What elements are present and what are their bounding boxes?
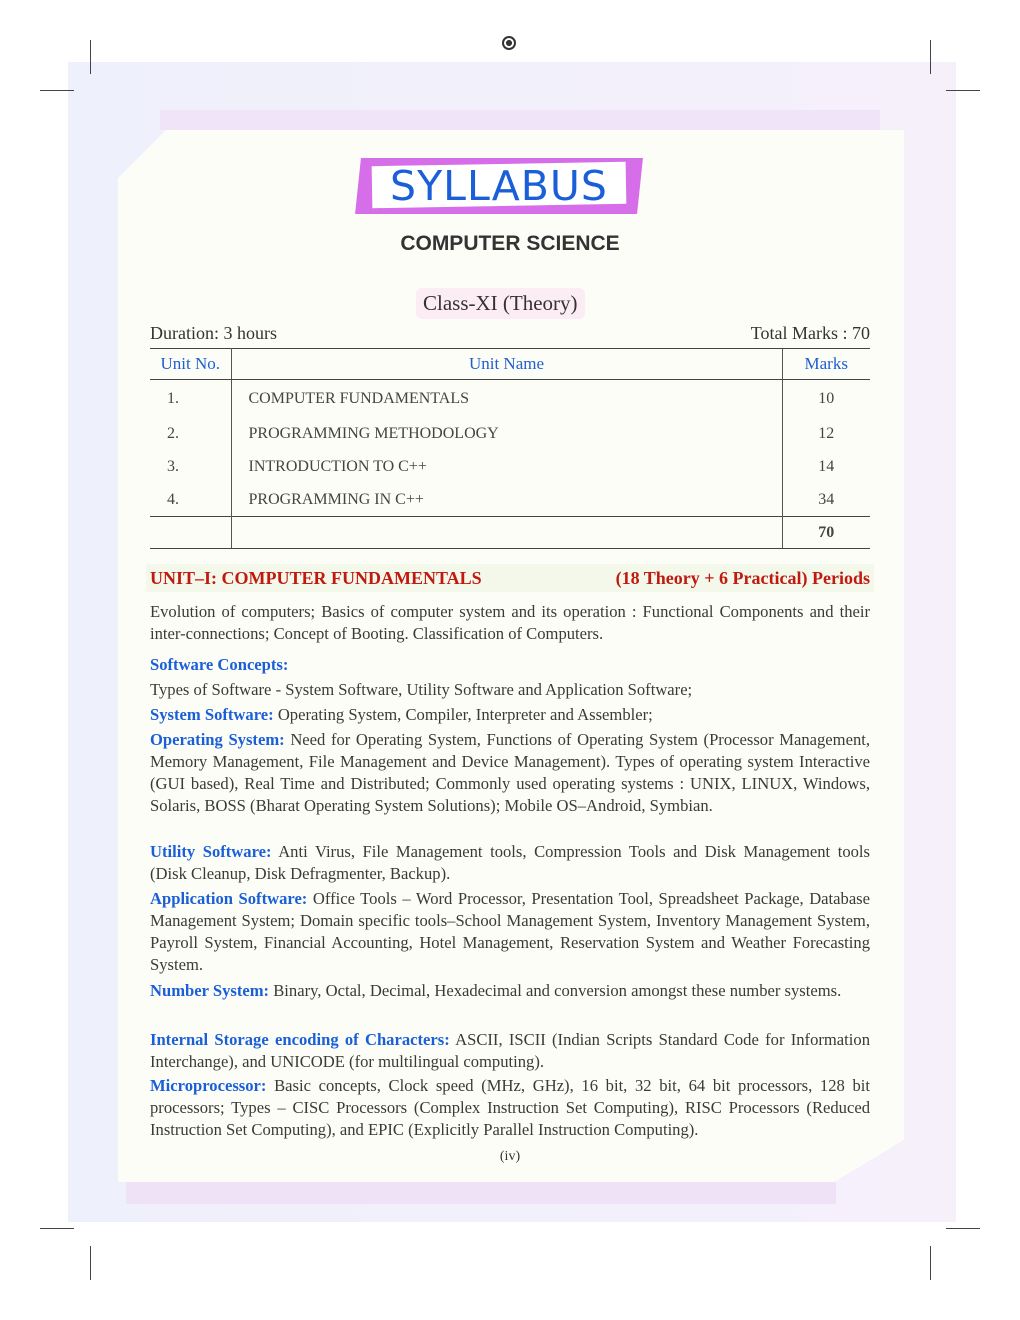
unit-periods: (18 Theory + 6 Practical) Periods	[615, 568, 870, 588]
table-row	[150, 418, 870, 451]
crop-mark	[40, 90, 74, 91]
crop-mark	[946, 1228, 980, 1229]
crop-mark	[90, 40, 91, 74]
topic-text: Binary, Octal, Decimal, Hexadecimal and conversion amongst these number systems.	[269, 981, 842, 1000]
unit-name: PROGRAMMING IN C++	[248, 490, 424, 508]
topic-text: ASCII, ISCII (Indian Scripts Standard Code for Information Interchange), and UNICODE (for multilingual computing).	[150, 1030, 870, 1071]
types-paragraph: Types of Software - System Software, Utility Software and Application Software;	[150, 680, 693, 699]
number-system-paragraph	[150, 980, 870, 1002]
unit-no: 1.	[150, 380, 231, 418]
software-concepts-heading: Software Concepts:	[150, 655, 289, 674]
topic-label: Application Software:	[150, 889, 308, 908]
topic-label: Microprocessor:	[150, 1076, 267, 1095]
subject-heading: COMPUTER SCIENCE	[400, 232, 620, 255]
topic-label: Number System:	[150, 981, 270, 1000]
col-marks: Marks	[782, 349, 870, 380]
microprocessor-paragraph	[150, 1075, 870, 1141]
topic-text: Basic concepts, Clock speed (MHz, GHz), 16 bit, 32 bit, 64 bit processors, 128 bit processors; Types – CISC Processors (Complex Instruction Set Computing), RISC Processors (Reduced Instruction Set Computing), and EPIC (Explicitly Parallel Instruction Computing).	[150, 1076, 870, 1139]
class-label: Class-XI (Theory)	[416, 288, 585, 319]
col-unit-no: Unit No.	[150, 349, 231, 380]
unit-marks: 12	[782, 418, 870, 451]
units-table	[150, 348, 870, 549]
decor-band	[160, 110, 880, 130]
topic-text: Office Tools – Word Processor, Presentation Tool, Spreadsheet Package, Database Management System; Domain specific tools–School Management System, Inventory Management System, Payroll System, Financial Accounting, Hotel Management, Reservation System and Weather Forecasting System.	[150, 889, 871, 974]
topic-label: Operating System:	[150, 730, 285, 749]
unit-heading	[146, 564, 874, 592]
internal-storage-paragraph	[150, 1029, 870, 1073]
crop-mark	[40, 1228, 74, 1229]
unit-name: PROGRAMMING METHODOLOGY	[248, 425, 499, 442]
operating-system-paragraph	[150, 729, 870, 817]
table-row	[150, 380, 870, 418]
crop-mark	[930, 40, 931, 74]
registration-mark-icon	[502, 36, 516, 50]
intro-paragraph: Evolution of computers; Basics of computer system and its operation : Functional Components and their inter-connections; Concept of Booting. Classification of Computers.	[150, 602, 870, 643]
table-row	[150, 484, 870, 517]
utility-software-paragraph	[150, 841, 870, 885]
unit-no: 4.	[150, 484, 231, 517]
crop-mark	[90, 1246, 91, 1280]
table-header	[150, 349, 870, 380]
col-unit-name: Unit Name	[231, 349, 782, 380]
unit-no: 3.	[150, 451, 231, 484]
unit-name: COMPUTER FUNDAMENTALS	[248, 389, 470, 407]
topic-label: Internal Storage encoding of Characters:	[150, 1030, 450, 1049]
page-title: SYLLABUS	[390, 162, 608, 210]
table-row	[150, 451, 870, 484]
decor-band	[126, 1182, 836, 1204]
unit-marks: 34	[782, 484, 870, 517]
unit-title: UNIT–I: COMPUTER FUNDAMENTALS	[150, 568, 482, 588]
page-number: (iv)	[499, 1149, 521, 1164]
topic-label: System Software:	[150, 705, 274, 724]
unit-name: INTRODUCTION TO C++	[248, 458, 427, 475]
duration: Duration: 3 hours	[150, 323, 277, 343]
system-software-paragraph	[150, 704, 870, 726]
topic-text: Anti Virus, File Management tools, Compression Tools and Disk Management tools (Disk Cleanup, Disk Defragmenter, Backup).	[150, 842, 870, 883]
syllabus-banner	[358, 158, 640, 214]
unit-no: 2.	[150, 418, 231, 451]
total-marks: Total Marks : 70	[750, 323, 870, 343]
topic-text: Operating System, Compiler, Interpreter and Assembler;	[273, 705, 653, 724]
application-software-paragraph	[150, 888, 870, 976]
crop-mark	[930, 1246, 931, 1280]
topic-text: Need for Operating System, Functions of Operating System (Processor Management, Memory Management, File Management and Device Management). Types of operating system Interactive (GUI based), Real Time and Distributed; Commonly used operating systems : UNIX, LINUX, Windows, Solaris, BOSS (Bharat Operating System Solutions); Mobile OS–Android, Symbian.	[150, 730, 870, 815]
crop-mark	[946, 90, 980, 91]
table-total-row	[150, 517, 870, 549]
topic-label: Utility Software:	[150, 842, 272, 861]
total-value: 70	[782, 517, 870, 549]
unit-marks: 10	[782, 380, 870, 418]
unit-marks: 14	[782, 451, 870, 484]
